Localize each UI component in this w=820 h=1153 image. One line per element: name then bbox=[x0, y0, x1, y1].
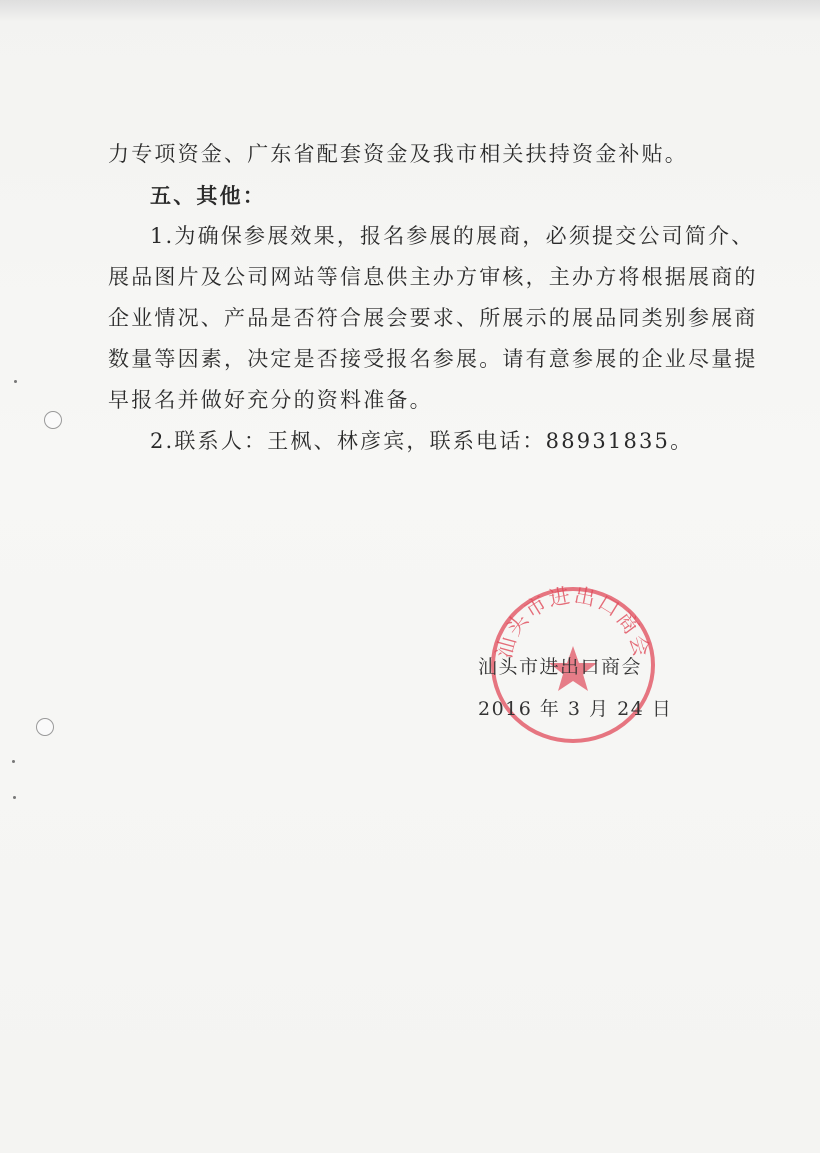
paragraph-line: 数量等因素，决定是否接受报名参展。请有意参展的企业尽量提 bbox=[108, 347, 758, 371]
section-heading-other: 五、其他： bbox=[150, 183, 266, 208]
scan-speck bbox=[14, 380, 17, 383]
paragraph-item-1: 1.为确保参展效果，报名参展的展商，必须提交公司简介、 bbox=[150, 224, 755, 248]
paragraph-line: 展品图片及公司网站等信息供主办方审核，主办方将根据展商的 bbox=[108, 265, 758, 289]
punch-hole-bottom bbox=[36, 718, 54, 736]
paragraph-line: 企业情况、产品是否符合展会要求、所展示的展品同类别参展商 bbox=[108, 306, 758, 330]
punch-hole-top bbox=[44, 411, 62, 429]
signature-organization: 汕头市进出口商会 bbox=[478, 656, 643, 678]
document-body bbox=[108, 134, 758, 462]
paragraph-line: 早报名并做好充分的资料准备。 bbox=[108, 388, 433, 412]
scan-speck bbox=[13, 796, 16, 799]
signature-block bbox=[478, 646, 678, 730]
scan-speck bbox=[12, 760, 15, 763]
paragraph-item-2-contact: 2.联系人：王枫、林彦宾，联系电话：88931835。 bbox=[150, 429, 694, 453]
paragraph-continuation: 力专项资金、广东省配套资金及我市相关扶持资金补贴。 bbox=[108, 142, 688, 166]
scan-edge bbox=[0, 0, 820, 22]
signature-date: 2016 年 3 月 24 日 bbox=[478, 698, 673, 720]
seal-text: 汕头市进出口商会 bbox=[491, 584, 655, 661]
